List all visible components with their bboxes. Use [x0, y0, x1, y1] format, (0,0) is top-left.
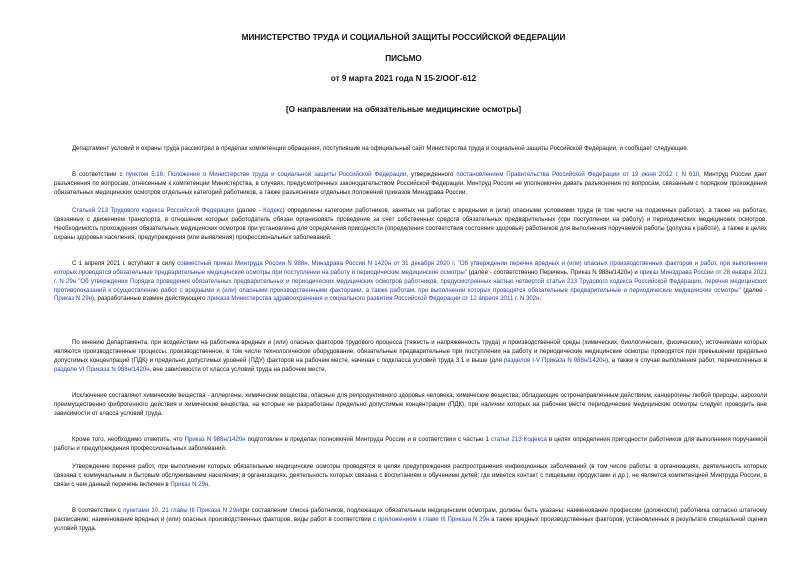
link-code[interactable]: Кодекс [263, 207, 283, 214]
paragraph-text: С 1 апреля 2021 г. вступают в силу [72, 260, 178, 267]
paragraph-text: подготовлен в пределах полномочий Минтруда России и в соответствии с частью 1 [245, 436, 491, 443]
link-order-29n-clauses[interactable]: пунктами 10, 21 главы III Приказа N 29н [123, 507, 240, 514]
paragraph-text: а также вредных производственных факторов, установленных в результате специальной оценки условий труда. [54, 515, 767, 532]
paragraph-text: , Минтруд России дает разъяснения по вопросам, отнесенным к компетенции Министерства, в случаях, предусмотренных законодательством Российской Федерации. Минтруд России не уполномочен давать разъяснения по вопросам, связанным с порядком прохождения обязательных медицинских осмотров отдельных категорий работников, а также разъяснения отдельных положений приказов Минздрава России. [54, 171, 767, 196]
link-order-29n-full[interactable]: приказ Минздрава России от 28 января 2021 г. N 29н "Об утверждении Порядка проведения обязательных предварительных и периодических медицинских осмотров работников, предусмотренных частью четвертой статьи 213 Трудового кодекса Российской Федерации, перечня медицинских противопоказаний к осуществлению работ с вредными и (или) опасными производственными факторами, а также работам, при выполнении которых проводятся обязательные предварительные и периодические медицинские осмотры" [54, 268, 767, 294]
paragraph-text: В соответствии с [72, 171, 126, 178]
paragraph-text: ) определены категории работников, занятых на работах с вредными и (или) опасными условиями труда (в том числе на подземных работах), а также на работах, связанных с движением транспорта, в отношении которых работодатель обязан организовать проведение за счет собственных средств обязательных предварительных (при поступлении на работу) и периодических медицинских осмотров. Необходимость прохождения обязательных медицинских осмотров при установлена для определения пригодности (определения соответствия состояния здоровья) работников для выполнения поручаемой работы (допуска к работе), а также в целях охраны здоровья населения, предупреждения (или выявления) профессиональных заболеваний. [54, 207, 767, 241]
paragraph-text: Утверждение перечня работ, при выполнении которых обязательные медицинские осмотры проводятся в целях предупреждения распространения инфекционных заболеваний (в том числе работы: в организациях, деятельность которых связана с коммунальным и бытовым обслуживанием населения; в организациях, деятельность которых связана с воспитанием и обучением детей; где имеется контакт с пищевыми продуктами и др.), не является компетенцией Минтруда России, в связи с чем данный перечень включен в [54, 463, 767, 488]
link-order-29n[interactable]: Приказ N 29н [54, 295, 93, 303]
paragraph-text: Кроме того, необходимо отметить, что [72, 436, 185, 443]
link-article-213-code[interactable]: статьи 213 Кодекса [490, 436, 547, 443]
link-order-29n-appendix[interactable]: приложением к главе III Приказа N 29н [377, 515, 490, 523]
link-order-302n[interactable]: приказа Министерства здравоохранения и социального развития Российской Федерации от 12 апреля 2011 г. N 302н [207, 295, 540, 303]
paragraph-text: в целях определения пригодности работников для выполнения поручаемой работы и предупреждения профессиональных заболеваний. [54, 436, 767, 452]
paragraph-infectious-list [54, 463, 767, 490]
document-subject: [О направлении на обязательные медицинские осмотры] [285, 105, 522, 114]
paragraph-text: при составлении списка работников, подлежащих обязательным медицинским осмотрам, должны быть указаны: наименование профессии (должности) работника согласно штатному расписанию; наименование вредных и (или) опасных производственных факторов, виды работ в соответствии с [54, 507, 767, 523]
paragraph-order-scope [54, 436, 767, 454]
paragraph-text: Исключение составляют химические вещества - аллергены, химические вещества, опасные для репродуктивного здоровья человека, химические вещества, обладающие остронаправленным действием, канцерогены любой природы, аэрозоли преимущественно фиброгенного действия и химические вещества, на которые не разработаны предельно допустимые концентрации (ПДК), при наличии которых на рабочем месте периодические медицинские осмотры следует проводить вне зависимости от класса условий труда. [54, 392, 767, 417]
paragraph-exceptions [54, 392, 767, 428]
paragraph-text: (далее - [233, 207, 264, 214]
paragraph-text: (далее - соответственно Перечень, Приказ N 988н/1420н) и [466, 268, 640, 276]
link-order-988n-1420n[interactable]: Приказ N 988н/1420н [184, 436, 246, 443]
paragraph-department-opinion [54, 339, 767, 384]
paragraph-employee-list [54, 507, 767, 534]
link-government-decree[interactable]: постановлением Правительства Российской Федерации от 19 июня 2012 г. N 610 [456, 171, 700, 178]
paragraph-text: ), разработанные взамен действующего [92, 295, 208, 303]
paragraph-text: (далее - [740, 286, 767, 294]
paragraph-article-213 [54, 207, 767, 252]
link-regulation-clause[interactable]: пунктом 5.16. Положения о Министерстве труда и социальной защиты Российской Федерации [125, 171, 407, 178]
ministry-title: МИНИСТЕРСТВО ТРУДА И СОЦИАЛЬНОЙ ЗАЩИТЫ РОССИЙСКОЙ ФЕДЕРАЦИИ [241, 33, 566, 42]
paragraph-text: , вне зависимости от класса условий труда на рабочем месте. [149, 365, 327, 373]
paragraph-text: , утвержденного [406, 171, 457, 178]
paragraph-text: По мнению Департамента, при воздействии на работника вредных и (или) опасных факторов трудового процесса (тяжесть и напряженность труда) и производственной среды (химических, биологических, физических), источниками которых являются производственные процессы, производственное, в том числе технологическое оборудование, обязательные предварительные при поступлении на работу и периодические медицинские осмотры проводятся при превышении предельно допустимых концентраций (ПДК) и предельно допустимых уровней (ПДУ) факторов на рабочем месте, начиная с подкласса условий труда 3.1 и выше (для [54, 339, 767, 364]
paragraph-text: Департамент условий и охраны труда рассмотрел в пределах компетенции обращения, поступившие на официальный сайт Министерства труда и социальной защиты Российской Федерации, и сообщает следующее. [72, 145, 689, 152]
link-order-29n[interactable]: Приказ N 29н [170, 480, 209, 488]
document-type: ПИСЬМО [385, 54, 422, 63]
paragraph-competence [54, 171, 767, 198]
document-date-number: от 9 марта 2021 года N 15-2/ООГ-612 [330, 74, 477, 83]
link-sections-i-v[interactable]: разделов I-V Приказа N 988н/1420н [503, 356, 606, 364]
paragraph-text: В соответствии с [72, 507, 124, 514]
paragraph-intro [54, 145, 767, 163]
paragraph-new-orders [54, 260, 767, 314]
link-article-213[interactable]: Статьей 213 Трудового кодекса Российской Федерации [72, 207, 234, 214]
link-section-vi[interactable]: разделе VI Приказа N 988н/1420н [54, 365, 150, 373]
link-order-988n-1420n[interactable]: совместный приказ Минтруда России N 988н, Минздрава России N 1420н от 31 декабря 2020 г. "Об утверждении перечня вредных и (или) опасных производственных факторов и работ, при выполнении которых проводятся обязательные предварительные медицинские осмотры при поступлении на работу и периодические медицинские осмотры" [54, 260, 767, 276]
paragraph-text: ), а также в случае выполнения работ, перечисленных в [605, 356, 767, 364]
paragraph-text: . [208, 480, 211, 488]
paragraph-text: . [539, 295, 542, 303]
